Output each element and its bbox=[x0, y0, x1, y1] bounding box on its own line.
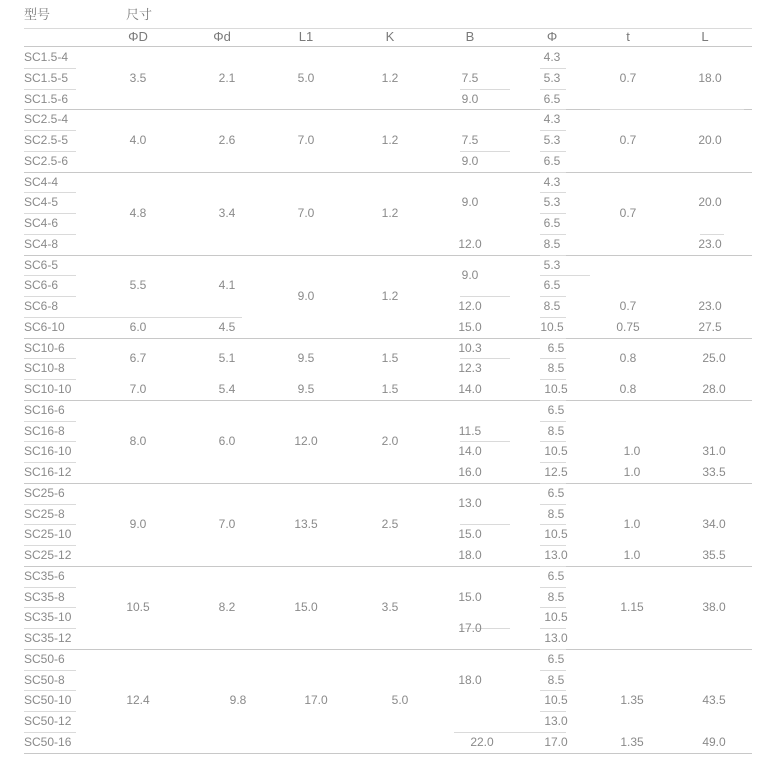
cell-t: 1.0 bbox=[623, 516, 641, 531]
cell-phi: 6.5 bbox=[543, 216, 561, 230]
cell-phi-d: 4.5 bbox=[218, 319, 236, 334]
divider-line bbox=[24, 690, 76, 691]
model-cell: SC35-8 bbox=[24, 589, 65, 604]
model-cell: SC16-10 bbox=[24, 444, 72, 459]
cell-phi-d: 9.8 bbox=[229, 693, 247, 708]
divider-line bbox=[24, 441, 76, 442]
divider-line bbox=[24, 89, 76, 90]
model-cell: SC1.5-5 bbox=[24, 70, 69, 85]
cell-L: 33.5 bbox=[702, 465, 726, 479]
cell-phi: 8.5 bbox=[543, 299, 561, 313]
cell-B: 9.0 bbox=[461, 267, 479, 282]
cell-phi: 10.5 bbox=[544, 382, 568, 396]
cell-phi-D: 6.0 bbox=[129, 319, 147, 334]
cell-K: 1.2 bbox=[381, 133, 399, 147]
cell-B: 14.0 bbox=[458, 444, 482, 459]
cell-L: 20.0 bbox=[698, 195, 722, 210]
cell-phi: 6.5 bbox=[543, 91, 561, 106]
cell-phi-D: 10.5 bbox=[126, 599, 150, 614]
divider-line bbox=[540, 400, 566, 401]
cell-t: 0.7 bbox=[619, 205, 637, 220]
divider-line bbox=[24, 255, 752, 256]
divider-line bbox=[540, 545, 566, 546]
divider-line bbox=[24, 462, 76, 463]
divider-line bbox=[24, 753, 752, 754]
cell-phi: 12.5 bbox=[544, 465, 568, 479]
divider-line bbox=[540, 462, 566, 463]
cell-B: 22.0 bbox=[470, 734, 494, 749]
cell-L1: 17.0 bbox=[304, 693, 328, 708]
cell-K: 5.0 bbox=[391, 693, 409, 708]
cell-phi-D: 6.7 bbox=[129, 350, 147, 365]
cell-phi-d: 7.0 bbox=[218, 516, 236, 531]
divider-line bbox=[540, 275, 590, 276]
model-cell: SC6-8 bbox=[24, 299, 59, 313]
divider-line bbox=[24, 483, 752, 484]
divider-line bbox=[540, 483, 566, 484]
cell-B: 10.3 bbox=[458, 340, 482, 355]
cell-phi-d: 5.1 bbox=[218, 350, 236, 365]
cell-L: 43.5 bbox=[702, 693, 726, 708]
cell-B: 16.0 bbox=[458, 465, 482, 479]
cell-L: 49.0 bbox=[702, 734, 726, 749]
cell-K: 1.5 bbox=[381, 350, 399, 365]
cell-B: 7.5 bbox=[461, 70, 479, 85]
model-cell: SC10-6 bbox=[24, 340, 65, 355]
divider-line bbox=[540, 670, 566, 671]
divider-line bbox=[460, 151, 510, 152]
divider-line bbox=[540, 649, 566, 650]
cell-phi: 5.3 bbox=[543, 70, 561, 85]
cell-B: 12.0 bbox=[458, 299, 482, 313]
divider-line bbox=[540, 317, 566, 318]
cell-t: 1.35 bbox=[620, 734, 644, 749]
divider-line bbox=[24, 172, 752, 173]
divider-line bbox=[24, 234, 76, 235]
cell-phi: 8.5 bbox=[547, 589, 565, 604]
cell-t: 1.15 bbox=[620, 599, 644, 614]
divider-line bbox=[540, 338, 566, 339]
model-cell: SC4-4 bbox=[24, 174, 59, 189]
divider-line bbox=[76, 317, 242, 318]
cell-L1: 15.0 bbox=[294, 599, 318, 614]
divider-line bbox=[460, 296, 510, 297]
cell-L1: 13.5 bbox=[294, 516, 318, 531]
cell-L: 27.5 bbox=[698, 319, 722, 334]
model-cell: SC35-6 bbox=[24, 568, 65, 583]
cell-K: 3.5 bbox=[381, 599, 399, 614]
model-cell: SC50-16 bbox=[24, 734, 72, 749]
cell-L1: 9.5 bbox=[297, 350, 315, 365]
divider-line bbox=[24, 213, 76, 214]
divider-line bbox=[600, 109, 744, 110]
cell-t: 0.7 bbox=[619, 133, 637, 147]
divider-line bbox=[540, 151, 566, 152]
cell-B: 13.0 bbox=[458, 496, 482, 511]
model-cell: SC25-10 bbox=[24, 527, 72, 542]
cell-L1: 5.0 bbox=[297, 70, 315, 85]
divider-line bbox=[540, 296, 566, 297]
cell-phi: 10.5 bbox=[544, 693, 568, 708]
model-cell: SC6-10 bbox=[24, 319, 65, 334]
column-header-t: t bbox=[626, 29, 630, 44]
divider-line bbox=[540, 234, 566, 235]
cell-phi: 6.5 bbox=[547, 568, 565, 583]
cell-phi-D: 4.8 bbox=[129, 205, 147, 220]
divider-line bbox=[24, 545, 76, 546]
cell-B: 12.0 bbox=[458, 236, 482, 251]
cell-t: 1.0 bbox=[623, 444, 641, 459]
model-cell: SC4-6 bbox=[24, 216, 59, 230]
divider-line bbox=[540, 68, 566, 69]
cell-phi: 10.5 bbox=[540, 319, 564, 334]
cell-B: 9.0 bbox=[461, 91, 479, 106]
cell-phi: 5.3 bbox=[543, 195, 561, 210]
model-cell: SC50-10 bbox=[24, 693, 72, 708]
model-cell: SC1.5-4 bbox=[24, 50, 69, 64]
divider-line bbox=[540, 587, 566, 588]
divider-line bbox=[24, 732, 76, 733]
cell-phi: 13.0 bbox=[544, 548, 568, 562]
divider-line bbox=[24, 649, 752, 650]
model-cell: SC1.5-6 bbox=[24, 91, 69, 106]
cell-L: 20.0 bbox=[698, 133, 722, 147]
column-header-L1: L1 bbox=[298, 29, 314, 44]
divider-line bbox=[540, 421, 566, 422]
divider-line bbox=[540, 711, 566, 712]
divider-line bbox=[540, 607, 566, 608]
cell-phi-d: 2.1 bbox=[218, 70, 236, 85]
cell-B: 15.0 bbox=[458, 589, 482, 604]
model-cell: SC16-6 bbox=[24, 402, 65, 417]
divider-line bbox=[540, 358, 566, 359]
divider-line bbox=[460, 358, 510, 359]
cell-phi: 13.0 bbox=[544, 631, 568, 645]
cell-K: 1.2 bbox=[381, 205, 399, 220]
cell-B: 12.3 bbox=[458, 361, 482, 376]
cell-t: 1.35 bbox=[620, 693, 644, 708]
cell-B: 15.0 bbox=[458, 319, 482, 334]
model-cell: SC50-12 bbox=[24, 714, 72, 728]
divider-line bbox=[24, 524, 76, 525]
column-header-phi-D: ΦD bbox=[128, 29, 148, 44]
column-header-L: L bbox=[701, 29, 709, 44]
cell-B: 17.0 bbox=[458, 620, 482, 635]
divider-line bbox=[24, 607, 76, 608]
model-cell: SC16-8 bbox=[24, 423, 65, 438]
cell-phi-d: 6.0 bbox=[218, 433, 236, 448]
cell-phi-D: 12.4 bbox=[126, 693, 150, 708]
column-header-K: K bbox=[385, 29, 395, 44]
model-cell: SC25-8 bbox=[24, 506, 65, 521]
divider-line bbox=[24, 379, 76, 380]
cell-phi: 6.5 bbox=[543, 278, 561, 293]
cell-t: 0.8 bbox=[619, 350, 637, 365]
model-cell: SC50-8 bbox=[24, 672, 65, 687]
divider-line bbox=[24, 338, 752, 339]
cell-B: 15.0 bbox=[458, 527, 482, 542]
cell-phi: 13.0 bbox=[544, 714, 568, 728]
cell-L: 25.0 bbox=[702, 350, 726, 365]
divider-line bbox=[540, 255, 566, 256]
cell-phi: 6.5 bbox=[543, 153, 561, 168]
header-model-label: 型号 bbox=[24, 7, 51, 22]
cell-B: 18.0 bbox=[458, 548, 482, 562]
column-header-B: B bbox=[465, 29, 475, 44]
divider-line bbox=[24, 587, 76, 588]
cell-phi: 4.3 bbox=[543, 112, 561, 127]
cell-t: 1.0 bbox=[623, 548, 641, 562]
cell-B: 7.5 bbox=[461, 133, 479, 147]
divider-line bbox=[454, 732, 540, 733]
cell-phi-D: 7.0 bbox=[129, 382, 147, 396]
cell-phi: 6.5 bbox=[547, 340, 565, 355]
divider-line bbox=[460, 524, 510, 525]
cell-L: 38.0 bbox=[702, 599, 726, 614]
divider-line bbox=[24, 358, 76, 359]
cell-B: 11.5 bbox=[458, 423, 482, 438]
cell-phi-D: 9.0 bbox=[129, 516, 147, 531]
cell-L: 23.0 bbox=[698, 299, 722, 313]
divider-line bbox=[24, 711, 76, 712]
divider-line bbox=[540, 130, 566, 131]
header-size-label: 尺寸 bbox=[126, 7, 153, 22]
column-header-phi: Φ bbox=[546, 29, 558, 44]
cell-t: 0.75 bbox=[616, 319, 640, 334]
cell-phi: 8.5 bbox=[547, 423, 565, 438]
model-cell: SC2.5-4 bbox=[24, 112, 69, 127]
divider-line bbox=[24, 68, 76, 69]
cell-B: 14.0 bbox=[458, 382, 482, 396]
cell-B: 9.0 bbox=[461, 153, 479, 168]
cell-L1: 9.0 bbox=[297, 288, 315, 303]
divider-line bbox=[540, 732, 566, 733]
cell-phi-d: 4.1 bbox=[218, 278, 236, 293]
cell-phi: 5.3 bbox=[543, 257, 561, 272]
cell-phi: 8.5 bbox=[547, 672, 565, 687]
divider-line bbox=[540, 690, 566, 691]
model-cell: SC25-6 bbox=[24, 485, 65, 500]
divider-line bbox=[540, 89, 566, 90]
model-cell: SC25-12 bbox=[24, 548, 72, 562]
divider-line bbox=[540, 172, 566, 173]
divider-line bbox=[460, 441, 510, 442]
model-cell: SC50-6 bbox=[24, 651, 65, 666]
cell-K: 1.5 bbox=[381, 382, 399, 396]
divider-line bbox=[24, 296, 76, 297]
cell-phi: 10.5 bbox=[544, 527, 568, 542]
model-cell: SC35-12 bbox=[24, 631, 72, 645]
column-header-phi-d: Φd bbox=[213, 29, 231, 44]
divider-line bbox=[540, 504, 566, 505]
cell-phi: 6.5 bbox=[547, 402, 565, 417]
cell-phi: 8.5 bbox=[547, 361, 565, 376]
divider-line bbox=[24, 670, 76, 671]
divider-line bbox=[540, 566, 566, 567]
divider-line bbox=[540, 379, 566, 380]
divider-line bbox=[24, 151, 76, 152]
cell-L: 34.0 bbox=[702, 516, 726, 531]
model-cell: SC10-10 bbox=[24, 382, 72, 396]
cell-t: 1.0 bbox=[623, 465, 641, 479]
model-cell: SC4-5 bbox=[24, 195, 59, 210]
cell-phi-D: 4.0 bbox=[129, 133, 147, 147]
cell-t: 0.7 bbox=[619, 70, 637, 85]
cell-phi: 17.0 bbox=[544, 734, 568, 749]
divider-line bbox=[24, 421, 76, 422]
cell-L: 35.5 bbox=[702, 548, 726, 562]
cell-L1: 7.0 bbox=[297, 205, 315, 220]
cell-phi-D: 8.0 bbox=[129, 433, 147, 448]
divider-line bbox=[24, 46, 752, 47]
cell-phi: 4.3 bbox=[543, 174, 561, 189]
cell-L: 18.0 bbox=[698, 70, 722, 85]
cell-phi-D: 5.5 bbox=[129, 278, 147, 293]
cell-K: 2.5 bbox=[381, 516, 399, 531]
cell-phi: 5.3 bbox=[543, 133, 561, 147]
cell-L: 23.0 bbox=[698, 236, 722, 251]
cell-phi: 8.5 bbox=[547, 506, 565, 521]
cell-phi: 4.3 bbox=[543, 50, 561, 64]
cell-K: 1.2 bbox=[381, 70, 399, 85]
cell-B: 9.0 bbox=[461, 195, 479, 210]
cell-phi: 10.5 bbox=[544, 444, 568, 459]
model-cell: SC4-8 bbox=[24, 236, 59, 251]
cell-L1: 12.0 bbox=[294, 433, 318, 448]
model-cell: SC10-8 bbox=[24, 361, 65, 376]
cell-phi: 8.5 bbox=[543, 236, 561, 251]
divider-line bbox=[540, 213, 566, 214]
cell-t: 0.7 bbox=[619, 299, 637, 313]
divider-line bbox=[24, 504, 76, 505]
cell-L: 28.0 bbox=[702, 382, 726, 396]
divider-line bbox=[460, 89, 510, 90]
cell-phi-D: 3.5 bbox=[129, 70, 147, 85]
divider-line bbox=[540, 441, 566, 442]
cell-t: 0.8 bbox=[619, 382, 637, 396]
cell-phi: 10.5 bbox=[544, 610, 568, 625]
divider-line bbox=[24, 628, 76, 629]
cell-K: 1.2 bbox=[381, 288, 399, 303]
divider-line bbox=[540, 524, 566, 525]
cell-L1: 7.0 bbox=[297, 133, 315, 147]
cell-phi: 6.5 bbox=[547, 651, 565, 666]
cell-phi-d: 5.4 bbox=[218, 382, 236, 396]
divider-line bbox=[24, 566, 752, 567]
divider-line bbox=[24, 130, 76, 131]
model-cell: SC2.5-6 bbox=[24, 153, 69, 168]
cell-phi-d: 2.6 bbox=[218, 133, 236, 147]
cell-L1: 9.5 bbox=[297, 382, 315, 396]
model-cell: SC2.5-5 bbox=[24, 133, 69, 147]
cell-phi-d: 3.4 bbox=[218, 205, 236, 220]
divider-line bbox=[540, 192, 566, 193]
model-cell: SC6-5 bbox=[24, 257, 59, 272]
divider-line bbox=[24, 317, 76, 318]
divider-line bbox=[24, 192, 76, 193]
divider-line bbox=[540, 109, 566, 110]
divider-line bbox=[24, 400, 752, 401]
divider-line bbox=[700, 234, 724, 235]
model-cell: SC16-12 bbox=[24, 465, 72, 479]
cell-phi: 6.5 bbox=[547, 485, 565, 500]
cell-B: 18.0 bbox=[458, 672, 482, 687]
divider-line bbox=[540, 628, 566, 629]
cell-L: 31.0 bbox=[702, 444, 726, 459]
cell-K: 2.0 bbox=[381, 433, 399, 448]
model-cell: SC35-10 bbox=[24, 610, 72, 625]
model-cell: SC6-6 bbox=[24, 278, 59, 293]
divider-line bbox=[24, 275, 76, 276]
cell-phi-d: 8.2 bbox=[218, 599, 236, 614]
